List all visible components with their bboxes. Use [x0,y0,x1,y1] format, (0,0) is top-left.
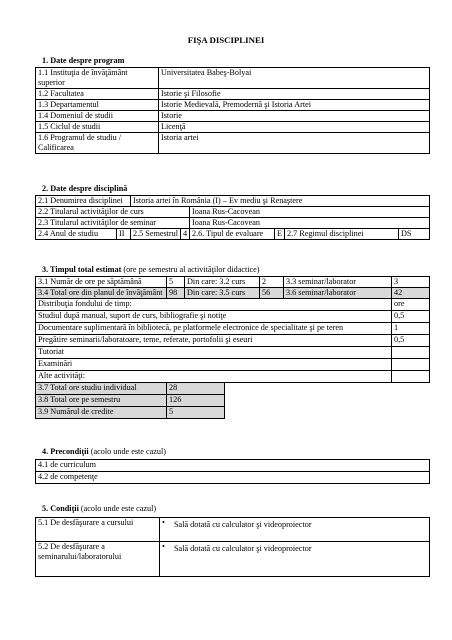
distribution-label: Studiul după manual, suport de curs, bibliografie şi notiţe [36,311,392,323]
bullet-icon: • [162,542,165,551]
weekly-course-label: Din care: 3.2 curs [185,277,260,288]
page-title: FIŞA DISCIPLINEI [187,35,265,45]
distribution-value: ore [392,299,430,311]
weekly-hours-value: 5 [167,277,185,288]
program-value: Licenţă [159,122,430,133]
program-value: Universitatea Babeş-Bolyai [159,68,430,89]
individual-study-total-label: 3.7 Total ore studiu individual [36,383,167,395]
discipline-table [35,195,430,240]
section-2-heading: 2. Date despre disciplină [42,184,128,193]
total-plan-hours-value: 98 [167,288,185,299]
study-year-value: II [117,229,131,240]
distribution-label: Distribuţia fondului de timp: [36,299,392,311]
course-holder-label: 2.2 Titularul activităţilor de curs [36,207,190,218]
preconditions-table [35,459,430,484]
course-conditions-label: 5.1 De desfăşurare a cursului [36,518,160,542]
semester-value: 4 [181,229,190,240]
total-seminar-label: 3.6 seminar/laborator [284,288,392,299]
program-label: 1.4 Domeniul de studii [36,111,159,122]
program-label: 1.3 Departamentul [36,100,159,111]
section-1-heading: 1. Date despre program [42,56,125,65]
section-3-heading: 3. Timpul total estimat (ore pe semestru al activităţilor didactice) [42,265,260,274]
course-holder-value: Ioana Rus-Cacovean [190,207,430,218]
evaluation-value: E [275,229,285,240]
distribution-value: 0,5 [392,335,430,347]
regime-value: DS [399,229,430,240]
total-course-value: 56 [260,288,284,299]
weekly-hours-label: 3.1 Număr de ore pe săptămână [36,277,167,288]
program-label: 1.2 Facultatea [36,89,159,100]
seminar-holder-label: 2.3 Titularul activităţilor de seminar [36,218,190,229]
weekly-seminar-label: 3.3 seminar/laborator [284,277,392,288]
bullet-icon: • [162,518,165,527]
seminar-holder-value: Ioana Rus-Cacovean [190,218,430,229]
program-label: 1.6 Programul de studiu / Calificarea [36,133,159,154]
section-4-heading: 4. Precondiţii (acolo unde este cazul) [42,447,166,456]
program-table [35,67,430,154]
seminar-conditions-value: • Sală dotată cu calculator şi videoproiector [160,542,430,577]
weekly-seminar-value: 3 [392,277,430,288]
individual-study-total-value: 28 [167,383,225,395]
distribution-value: 1 [392,323,430,335]
distribution-value [392,371,430,383]
semester-total-label: 3.8 Total ore pe semestru [36,395,167,407]
precondition-competences: 4.2 de competenţe [36,472,430,484]
section-5-heading: 5. Condiţii (acolo unde este cazul) [42,504,157,513]
program-label: 1.5 Ciclul de studii [36,122,159,133]
distribution-value [392,347,430,359]
evaluation-label: 2.6. Tipul de evaluare [190,229,275,240]
total-course-label: Din care: 3.5 curs [185,288,260,299]
program-value: Istorie Medievală, Premodernă şi Istoria Artei [159,100,430,111]
study-year-label: 2.4 Anul de studiu [36,229,117,240]
regime-label: 2.7 Regimul disciplinei [285,229,399,240]
distribution-value: 0,5 [392,311,430,323]
total-plan-hours-label: 3.4 Total ore din planul de învăţământ [36,288,167,299]
credits-label: 3.9 Numărul de credite [36,407,167,419]
semester-total-value: 126 [167,395,225,407]
discipline-name-label: 2.1 Denumirea disciplinei [36,196,131,207]
discipline-name-value: Istoria artei în România (I) – Ev mediu şi Renaştere [131,196,430,207]
distribution-label: Alte activităţi: [36,371,392,383]
distribution-label: Pregătire seminarii/laboratoare, teme, referate, portofolii şi eseuri [36,335,392,347]
distribution-value [392,359,430,371]
weekly-course-value: 2 [260,277,284,288]
seminar-conditions-label: 5.2 De desfăşurare a seminarului/laboratorului [36,542,160,577]
semester-label: 2.5 Semestrul [131,229,181,240]
credits-value: 5 [167,407,225,419]
time-header-table [35,276,430,299]
time-distribution-table [35,298,430,383]
time-totals-table [35,382,225,419]
distribution-label: Documentare suplimentară în bibliotecă, pe platformele electronice de specialitate şi pe teren [36,323,392,335]
course-conditions-value: • Sală dotată cu calculator şi videoproiector [160,518,430,542]
conditions-table [35,517,430,577]
precondition-curriculum: 4.1 de curriculum [36,460,430,472]
total-seminar-value: 42 [392,288,430,299]
program-value: Istoria artei [159,133,430,154]
program-value: Istorie şi Filosofie [159,89,430,100]
distribution-label: Tutoriat [36,347,392,359]
program-value: Istorie [159,111,430,122]
program-label: 1.1 Instituţia de învăţământ superior [36,68,159,89]
distribution-label: Examinări [36,359,392,371]
